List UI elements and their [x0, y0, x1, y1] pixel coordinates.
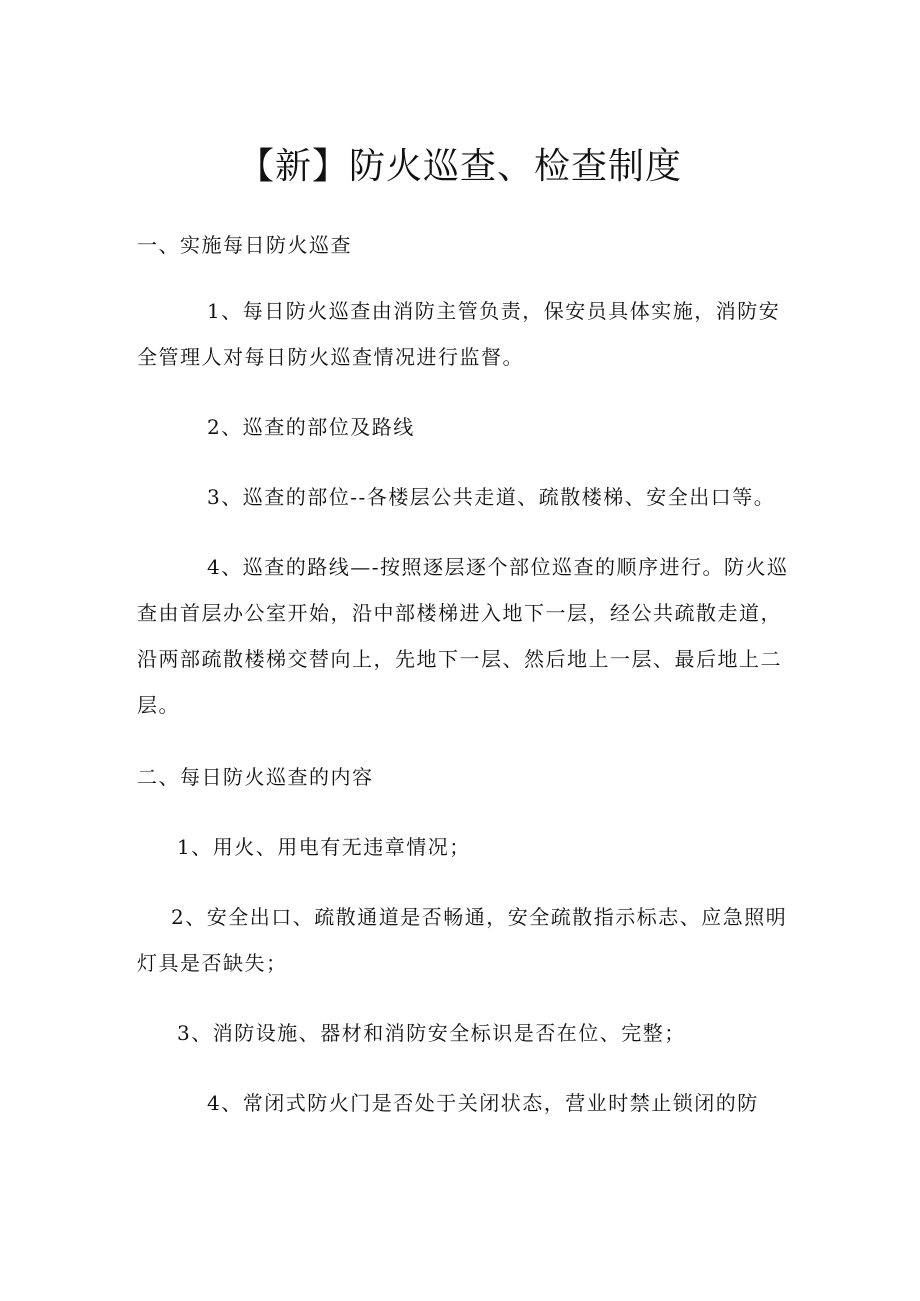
- paragraph-1-1: 1、每日防火巡查由消防主管负责，保安员具体实施，消防安全管理人对每日防火巡查情况进行监督。: [137, 299, 781, 369]
- paragraph-2-4: 4、常闭式防火门是否处于关闭状态，营业时禁止锁闭的防: [207, 1091, 759, 1115]
- section-heading-2: 二、每日防火巡查的内容: [137, 765, 374, 789]
- paragraph-2-3: 3、消防设施、器材和消防安全标识是否在位、完整；: [177, 1021, 686, 1045]
- section-heading-1: 一、实施每日防火巡查: [137, 233, 352, 257]
- paragraph-1-3: 3、巡查的部位--各楼层公共走道、疏散楼梯、安全出口等。: [207, 485, 776, 509]
- paragraph-1-2: 2、巡查的部位及路线: [207, 415, 415, 439]
- paragraph-2-2: 2、安全出口、疏散通道是否畅通，安全疏散指示标志、应急照明灯具是否缺失；: [137, 905, 788, 975]
- paragraph-2-1: 1、用火、用电有无违章情况；: [177, 835, 471, 859]
- paragraph-1-4: 4、巡查的路线—-按照逐层逐个部位巡查的顺序进行。防火巡查由首层办公室开始，沿中部楼梯进入地下一层，经公共疏散走道，沿两部疏散楼梯交替向上，先地下一层、然后地上一层、最后地上二层。: [137, 555, 789, 717]
- document-title: 【新】防火巡查、检查制度: [237, 146, 682, 187]
